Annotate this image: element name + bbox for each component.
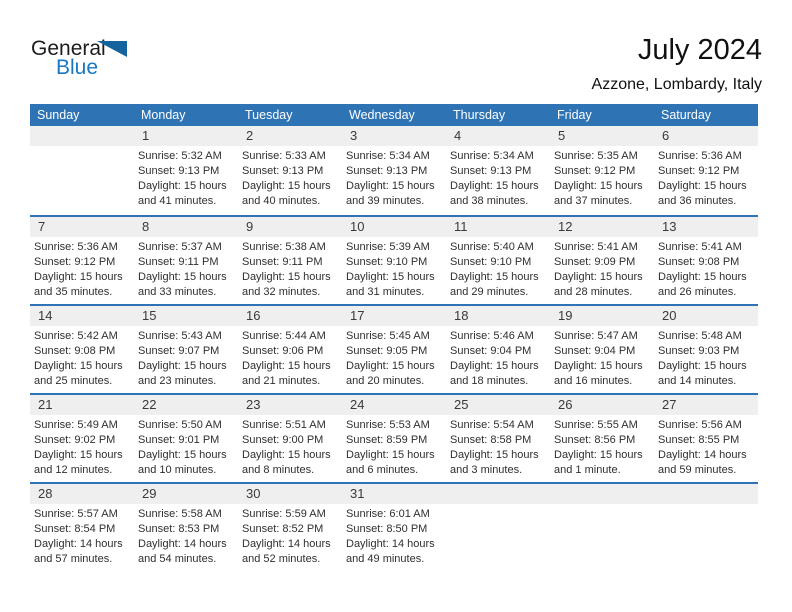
day-cell-3 bbox=[342, 146, 446, 209]
day-cell-empty bbox=[654, 504, 758, 567]
page-title: July 2024 bbox=[637, 34, 762, 66]
day-number-empty bbox=[550, 484, 654, 504]
sunset-text: Sunset: 9:13 PM bbox=[242, 165, 324, 177]
sunset-text: Sunset: 9:12 PM bbox=[658, 165, 740, 177]
logo-text-general: General bbox=[31, 37, 106, 60]
day-cell-empty bbox=[446, 504, 550, 567]
sunrise-text: Sunrise: 5:36 AM bbox=[658, 150, 742, 162]
day-number-25: 25 bbox=[454, 397, 469, 412]
day-number-4: 4 bbox=[454, 128, 462, 143]
day-number-27: 27 bbox=[662, 397, 677, 412]
day-cell-17 bbox=[342, 326, 446, 389]
sunrise-text: Sunrise: 5:37 AM bbox=[138, 241, 222, 253]
sunrise-text: Sunrise: 5:46 AM bbox=[450, 330, 534, 342]
day-number-empty bbox=[446, 484, 550, 504]
day-cell-12 bbox=[550, 237, 654, 300]
day-number-7: 7 bbox=[38, 219, 46, 234]
sunset-text: Sunset: 8:54 PM bbox=[34, 523, 116, 535]
day-number-28: 28 bbox=[38, 486, 53, 501]
sunset-text: Sunset: 9:04 PM bbox=[450, 345, 532, 357]
sunset-text: Sunset: 9:03 PM bbox=[658, 345, 740, 357]
day-cell-6 bbox=[654, 146, 758, 209]
daylight-text: Daylight: 15 hours and 10 minutes. bbox=[138, 449, 227, 476]
daylight-text: Daylight: 15 hours and 33 minutes. bbox=[138, 271, 227, 298]
day-number-21: 21 bbox=[38, 397, 53, 412]
day-cell-8 bbox=[134, 237, 238, 300]
day-cell-19 bbox=[550, 326, 654, 389]
blue-triangle-icon bbox=[97, 41, 127, 62]
daylight-text: Daylight: 15 hours and 6 minutes. bbox=[346, 449, 435, 476]
sunrise-text: Sunrise: 5:58 AM bbox=[138, 508, 222, 520]
daylight-text: Daylight: 15 hours and 32 minutes. bbox=[242, 271, 331, 298]
day-cell-22 bbox=[134, 415, 238, 478]
daylight-text: Daylight: 15 hours and 3 minutes. bbox=[450, 449, 539, 476]
daylight-text: Daylight: 15 hours and 38 minutes. bbox=[450, 180, 539, 207]
daylight-text: Daylight: 15 hours and 37 minutes. bbox=[554, 180, 643, 207]
day-cell-16 bbox=[238, 326, 342, 389]
sunset-text: Sunset: 9:08 PM bbox=[34, 345, 116, 357]
daylight-text: Daylight: 15 hours and 25 minutes. bbox=[34, 360, 123, 387]
day-number-18: 18 bbox=[454, 308, 469, 323]
daylight-text: Daylight: 15 hours and 1 minute. bbox=[554, 449, 643, 476]
day-cell-21 bbox=[30, 415, 134, 478]
sunset-text: Sunset: 9:07 PM bbox=[138, 345, 220, 357]
day-cell-29 bbox=[134, 504, 238, 567]
sunrise-text: Sunrise: 5:32 AM bbox=[138, 150, 222, 162]
sunrise-text: Sunrise: 5:48 AM bbox=[658, 330, 742, 342]
weekday-header-monday: Monday bbox=[141, 108, 186, 122]
day-number-24: 24 bbox=[350, 397, 365, 412]
day-number-13: 13 bbox=[662, 219, 677, 234]
weekday-header-thursday: Thursday bbox=[453, 108, 506, 122]
day-number-22: 22 bbox=[142, 397, 157, 412]
day-number-29: 29 bbox=[142, 486, 157, 501]
day-cell-23 bbox=[238, 415, 342, 478]
day-number-20: 20 bbox=[662, 308, 677, 323]
day-cell-24 bbox=[342, 415, 446, 478]
sunset-text: Sunset: 9:11 PM bbox=[242, 256, 323, 268]
day-detail-row bbox=[30, 504, 758, 567]
day-number-12: 12 bbox=[558, 219, 573, 234]
page-subtitle: Azzone, Lombardy, Italy bbox=[591, 76, 762, 93]
weekday-header-wednesday: Wednesday bbox=[349, 108, 415, 122]
sunset-text: Sunset: 8:55 PM bbox=[658, 434, 740, 446]
title-block bbox=[592, 34, 762, 95]
day-number-11: 11 bbox=[454, 219, 468, 234]
sunrise-text: Sunrise: 5:34 AM bbox=[346, 150, 430, 162]
daylight-text: Daylight: 15 hours and 12 minutes. bbox=[34, 449, 123, 476]
sunrise-text: Sunrise: 5:45 AM bbox=[346, 330, 430, 342]
sunset-text: Sunset: 9:12 PM bbox=[34, 256, 116, 268]
day-number-14: 14 bbox=[38, 308, 53, 323]
sunrise-text: Sunrise: 5:47 AM bbox=[554, 330, 638, 342]
sunrise-text: Sunrise: 5:38 AM bbox=[242, 241, 326, 253]
day-cell-26 bbox=[550, 415, 654, 478]
sunrise-text: Sunrise: 5:49 AM bbox=[34, 419, 118, 431]
sunset-text: Sunset: 9:04 PM bbox=[554, 345, 636, 357]
daylight-text: Daylight: 15 hours and 26 minutes. bbox=[658, 271, 747, 298]
day-number-1: 1 bbox=[142, 128, 150, 143]
day-cell-4 bbox=[446, 146, 550, 209]
day-number-band bbox=[30, 484, 758, 504]
day-number-empty bbox=[654, 484, 758, 504]
day-number-10: 10 bbox=[350, 219, 365, 234]
weekday-header-tuesday: Tuesday bbox=[245, 108, 293, 122]
day-cell-20 bbox=[654, 326, 758, 389]
day-cell-empty bbox=[550, 504, 654, 567]
sunset-text: Sunset: 9:13 PM bbox=[138, 165, 220, 177]
day-number-3: 3 bbox=[350, 128, 358, 143]
sunrise-text: Sunrise: 5:59 AM bbox=[242, 508, 326, 520]
day-number-band bbox=[30, 126, 758, 146]
sunrise-text: Sunrise: 5:39 AM bbox=[346, 241, 430, 253]
daylight-text: Daylight: 14 hours and 49 minutes. bbox=[346, 538, 435, 565]
daylight-text: Daylight: 15 hours and 31 minutes. bbox=[346, 271, 435, 298]
logo-text-blue: Blue bbox=[56, 56, 99, 79]
day-cell-empty bbox=[30, 146, 134, 209]
weekday-header-row bbox=[30, 104, 758, 126]
day-number-band bbox=[30, 306, 758, 326]
sunrise-text: Sunrise: 5:44 AM bbox=[242, 330, 326, 342]
sunset-text: Sunset: 9:05 PM bbox=[346, 345, 428, 357]
sunset-text: Sunset: 9:01 PM bbox=[138, 434, 220, 446]
day-cell-27 bbox=[654, 415, 758, 478]
daylight-text: Daylight: 15 hours and 35 minutes. bbox=[34, 271, 123, 298]
day-cell-14 bbox=[30, 326, 134, 389]
sunset-text: Sunset: 9:11 PM bbox=[138, 256, 219, 268]
daylight-text: Daylight: 15 hours and 39 minutes. bbox=[346, 180, 435, 207]
weekday-header-friday: Friday bbox=[557, 108, 592, 122]
sunrise-text: Sunrise: 5:36 AM bbox=[34, 241, 118, 253]
weekday-header-sunday: Sunday bbox=[37, 108, 80, 122]
general-blue-logo bbox=[31, 38, 141, 84]
day-number-15: 15 bbox=[142, 308, 157, 323]
day-number-6: 6 bbox=[662, 128, 670, 143]
day-cell-31 bbox=[342, 504, 446, 567]
daylight-text: Daylight: 14 hours and 57 minutes. bbox=[34, 538, 123, 565]
day-number-band bbox=[30, 217, 758, 237]
daylight-text: Daylight: 15 hours and 41 minutes. bbox=[138, 180, 227, 207]
sunset-text: Sunset: 8:50 PM bbox=[346, 523, 428, 535]
sunset-text: Sunset: 9:10 PM bbox=[450, 256, 532, 268]
day-number-5: 5 bbox=[558, 128, 566, 143]
day-cell-1 bbox=[134, 146, 238, 209]
sunrise-text: Sunrise: 5:54 AM bbox=[450, 419, 534, 431]
sunrise-text: Sunrise: 5:57 AM bbox=[34, 508, 118, 520]
day-cell-28 bbox=[30, 504, 134, 567]
day-number-8: 8 bbox=[142, 219, 150, 234]
sunset-text: Sunset: 8:52 PM bbox=[242, 523, 324, 535]
week-row-4 bbox=[30, 393, 758, 482]
sunset-text: Sunset: 9:13 PM bbox=[450, 165, 532, 177]
sunset-text: Sunset: 9:02 PM bbox=[34, 434, 116, 446]
day-detail-row bbox=[30, 326, 758, 389]
daylight-text: Daylight: 15 hours and 29 minutes. bbox=[450, 271, 539, 298]
sunset-text: Sunset: 9:10 PM bbox=[346, 256, 428, 268]
daylight-text: Daylight: 15 hours and 20 minutes. bbox=[346, 360, 435, 387]
day-number-16: 16 bbox=[246, 308, 261, 323]
day-cell-13 bbox=[654, 237, 758, 300]
day-number-23: 23 bbox=[246, 397, 261, 412]
day-cell-5 bbox=[550, 146, 654, 209]
sunset-text: Sunset: 9:08 PM bbox=[658, 256, 740, 268]
week-row-1 bbox=[30, 126, 758, 215]
day-detail-row bbox=[30, 146, 758, 209]
daylight-text: Daylight: 14 hours and 54 minutes. bbox=[138, 538, 227, 565]
day-number-26: 26 bbox=[558, 397, 573, 412]
sunrise-text: Sunrise: 5:43 AM bbox=[138, 330, 222, 342]
day-cell-15 bbox=[134, 326, 238, 389]
sunrise-text: Sunrise: 5:34 AM bbox=[450, 150, 534, 162]
sunrise-text: Sunrise: 5:35 AM bbox=[554, 150, 638, 162]
day-number-31: 31 bbox=[350, 486, 365, 501]
day-number-2: 2 bbox=[246, 128, 254, 143]
week-row-3 bbox=[30, 304, 758, 393]
day-cell-11 bbox=[446, 237, 550, 300]
sunset-text: Sunset: 8:56 PM bbox=[554, 434, 636, 446]
weekday-header-saturday: Saturday bbox=[661, 108, 712, 122]
daylight-text: Daylight: 15 hours and 16 minutes. bbox=[554, 360, 643, 387]
sunset-text: Sunset: 9:09 PM bbox=[554, 256, 636, 268]
sunset-text: Sunset: 8:59 PM bbox=[346, 434, 428, 446]
sunrise-text: Sunrise: 5:53 AM bbox=[346, 419, 430, 431]
day-cell-7 bbox=[30, 237, 134, 300]
sunset-text: Sunset: 9:00 PM bbox=[242, 434, 324, 446]
daylight-text: Daylight: 15 hours and 8 minutes. bbox=[242, 449, 331, 476]
daylight-text: Daylight: 15 hours and 40 minutes. bbox=[242, 180, 331, 207]
sunset-text: Sunset: 9:12 PM bbox=[554, 165, 636, 177]
day-cell-2 bbox=[238, 146, 342, 209]
daylight-text: Daylight: 15 hours and 18 minutes. bbox=[450, 360, 539, 387]
daylight-text: Daylight: 15 hours and 14 minutes. bbox=[658, 360, 747, 387]
day-number-30: 30 bbox=[246, 486, 261, 501]
day-cell-10 bbox=[342, 237, 446, 300]
day-number-empty bbox=[30, 126, 134, 146]
sunrise-text: Sunrise: 5:51 AM bbox=[242, 419, 326, 431]
week-row-5 bbox=[30, 482, 758, 571]
day-cell-9 bbox=[238, 237, 342, 300]
sunset-text: Sunset: 8:53 PM bbox=[138, 523, 220, 535]
day-number-band bbox=[30, 395, 758, 415]
day-cell-18 bbox=[446, 326, 550, 389]
sunrise-text: Sunrise: 5:50 AM bbox=[138, 419, 222, 431]
day-detail-row bbox=[30, 237, 758, 300]
sunrise-text: Sunrise: 5:56 AM bbox=[658, 419, 742, 431]
week-row-2 bbox=[30, 215, 758, 304]
daylight-text: Daylight: 15 hours and 21 minutes. bbox=[242, 360, 331, 387]
sunrise-text: Sunrise: 5:55 AM bbox=[554, 419, 638, 431]
daylight-text: Daylight: 15 hours and 36 minutes. bbox=[658, 180, 747, 207]
sunset-text: Sunset: 8:58 PM bbox=[450, 434, 532, 446]
sunset-text: Sunset: 9:06 PM bbox=[242, 345, 324, 357]
sunrise-text: Sunrise: 6:01 AM bbox=[346, 508, 430, 520]
sunrise-text: Sunrise: 5:41 AM bbox=[554, 241, 638, 253]
sunrise-text: Sunrise: 5:42 AM bbox=[34, 330, 118, 342]
day-number-9: 9 bbox=[246, 219, 254, 234]
day-number-17: 17 bbox=[350, 308, 365, 323]
sunrise-text: Sunrise: 5:33 AM bbox=[242, 150, 326, 162]
calendar-table bbox=[30, 104, 758, 571]
daylight-text: Daylight: 15 hours and 23 minutes. bbox=[138, 360, 227, 387]
sunrise-text: Sunrise: 5:40 AM bbox=[450, 241, 534, 253]
daylight-text: Daylight: 15 hours and 28 minutes. bbox=[554, 271, 643, 298]
sunrise-text: Sunrise: 5:41 AM bbox=[658, 241, 742, 253]
day-cell-30 bbox=[238, 504, 342, 567]
weeks-container bbox=[30, 126, 758, 571]
daylight-text: Daylight: 14 hours and 59 minutes. bbox=[658, 449, 747, 476]
day-cell-25 bbox=[446, 415, 550, 478]
day-number-19: 19 bbox=[558, 308, 573, 323]
daylight-text: Daylight: 14 hours and 52 minutes. bbox=[242, 538, 331, 565]
day-detail-row bbox=[30, 415, 758, 478]
sunset-text: Sunset: 9:13 PM bbox=[346, 165, 428, 177]
